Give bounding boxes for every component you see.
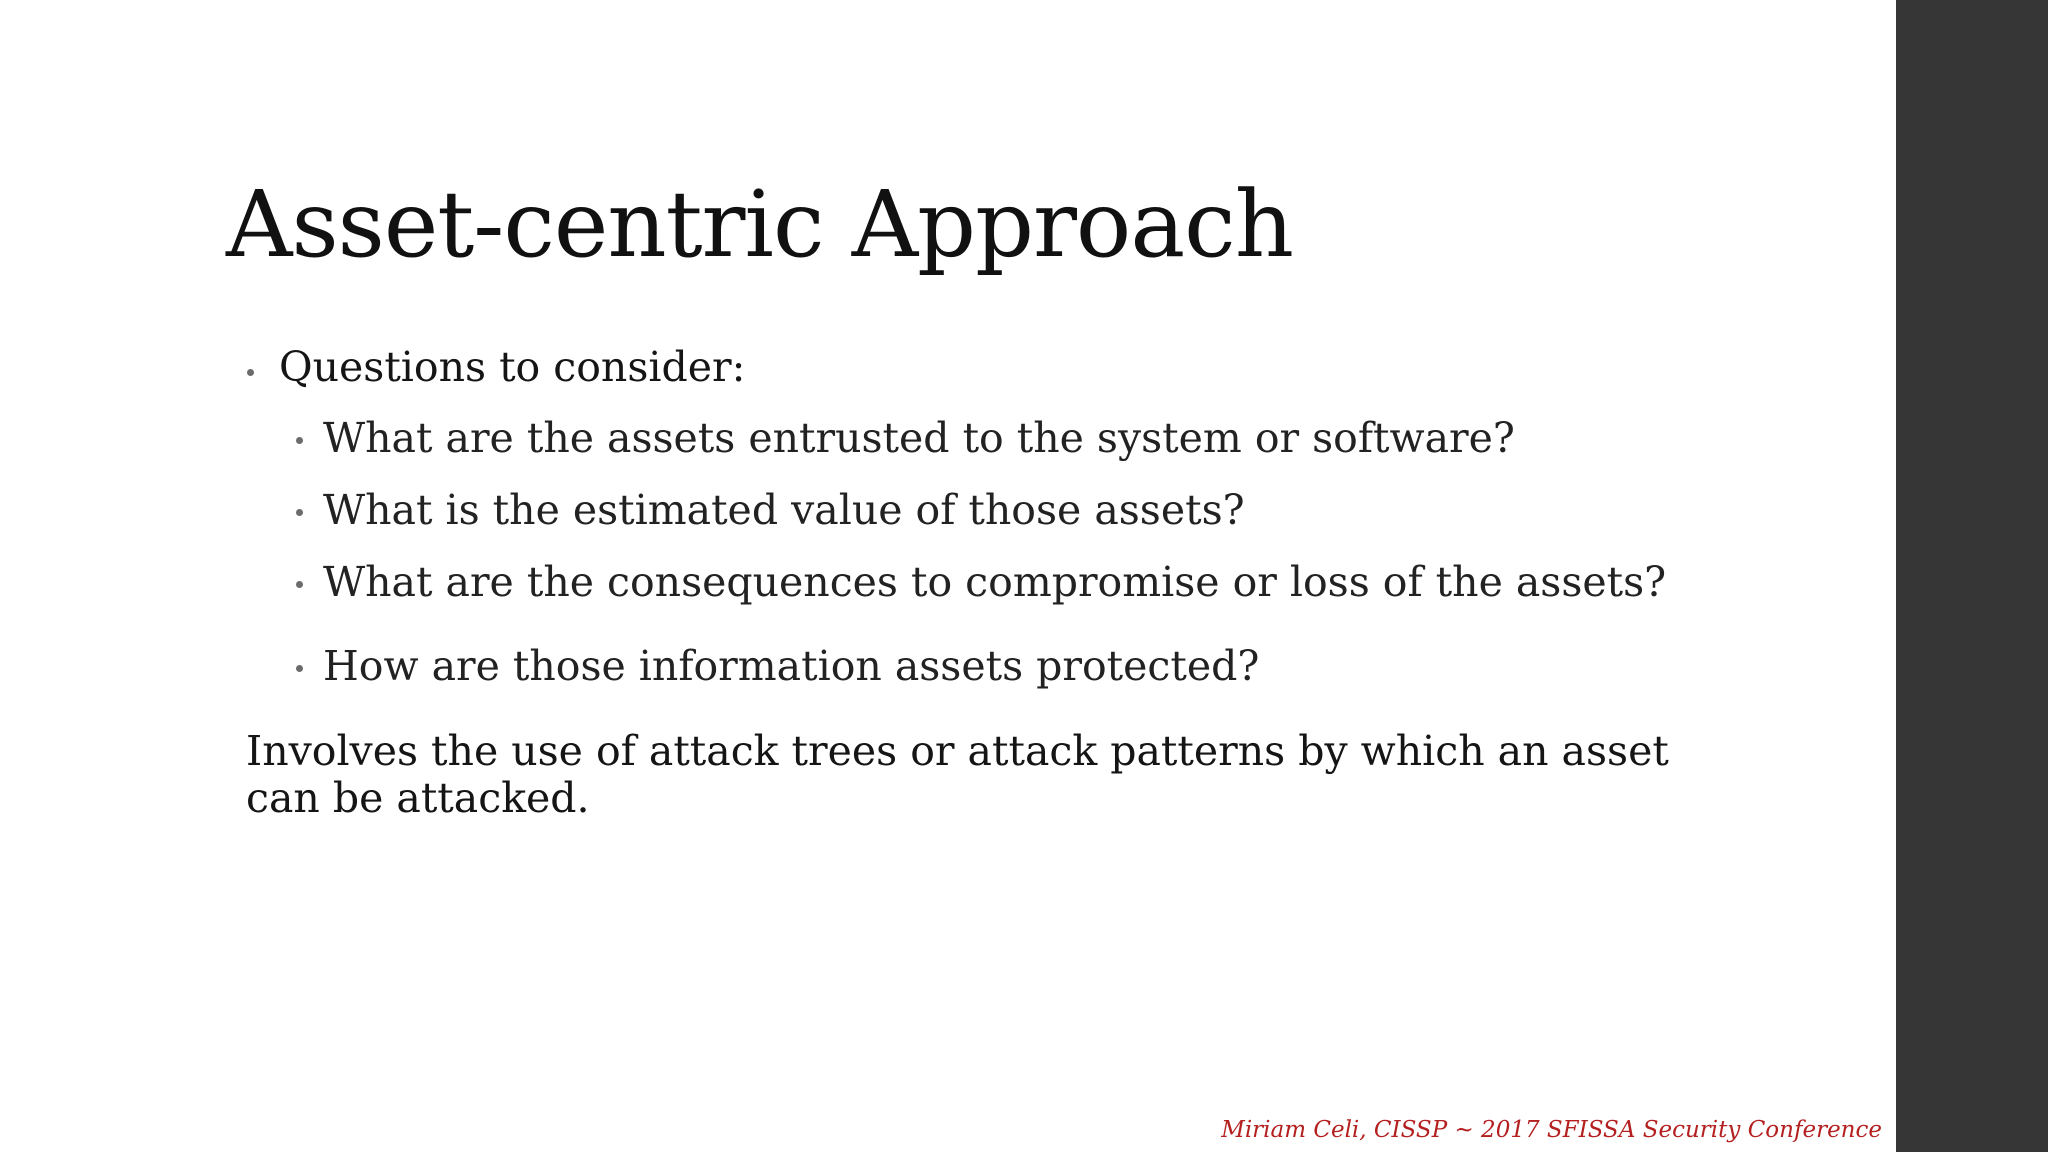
- sub-bullet-question: What is the estimated value of those assets?: [323, 486, 1245, 534]
- slide-side-bar: [1896, 0, 2048, 1152]
- sub-bullet-question: What are the assets entrusted to the system or software?: [323, 414, 1515, 462]
- sub-bullet-question: What are the consequences to compromise or loss of the assets?: [323, 558, 1667, 606]
- sub-bullet-question: How are those information assets protected?: [323, 642, 1260, 690]
- slide-title: Asset-centric Approach: [226, 171, 1293, 278]
- bullet-icon: [296, 509, 303, 516]
- bullet-questions-heading: Questions to consider:: [279, 343, 746, 391]
- slide-footer: Miriam Celi, CISSP ~ 2017 SFISSA Security Conference: [1221, 1117, 1882, 1143]
- bullet-icon: [296, 581, 303, 588]
- bullet-icon: [247, 369, 254, 376]
- bullet-icon: [296, 437, 303, 444]
- body-paragraph: Involves the use of attack trees or attack patterns by which an asset can be attacked.: [246, 727, 1669, 822]
- bullet-icon: [296, 665, 303, 672]
